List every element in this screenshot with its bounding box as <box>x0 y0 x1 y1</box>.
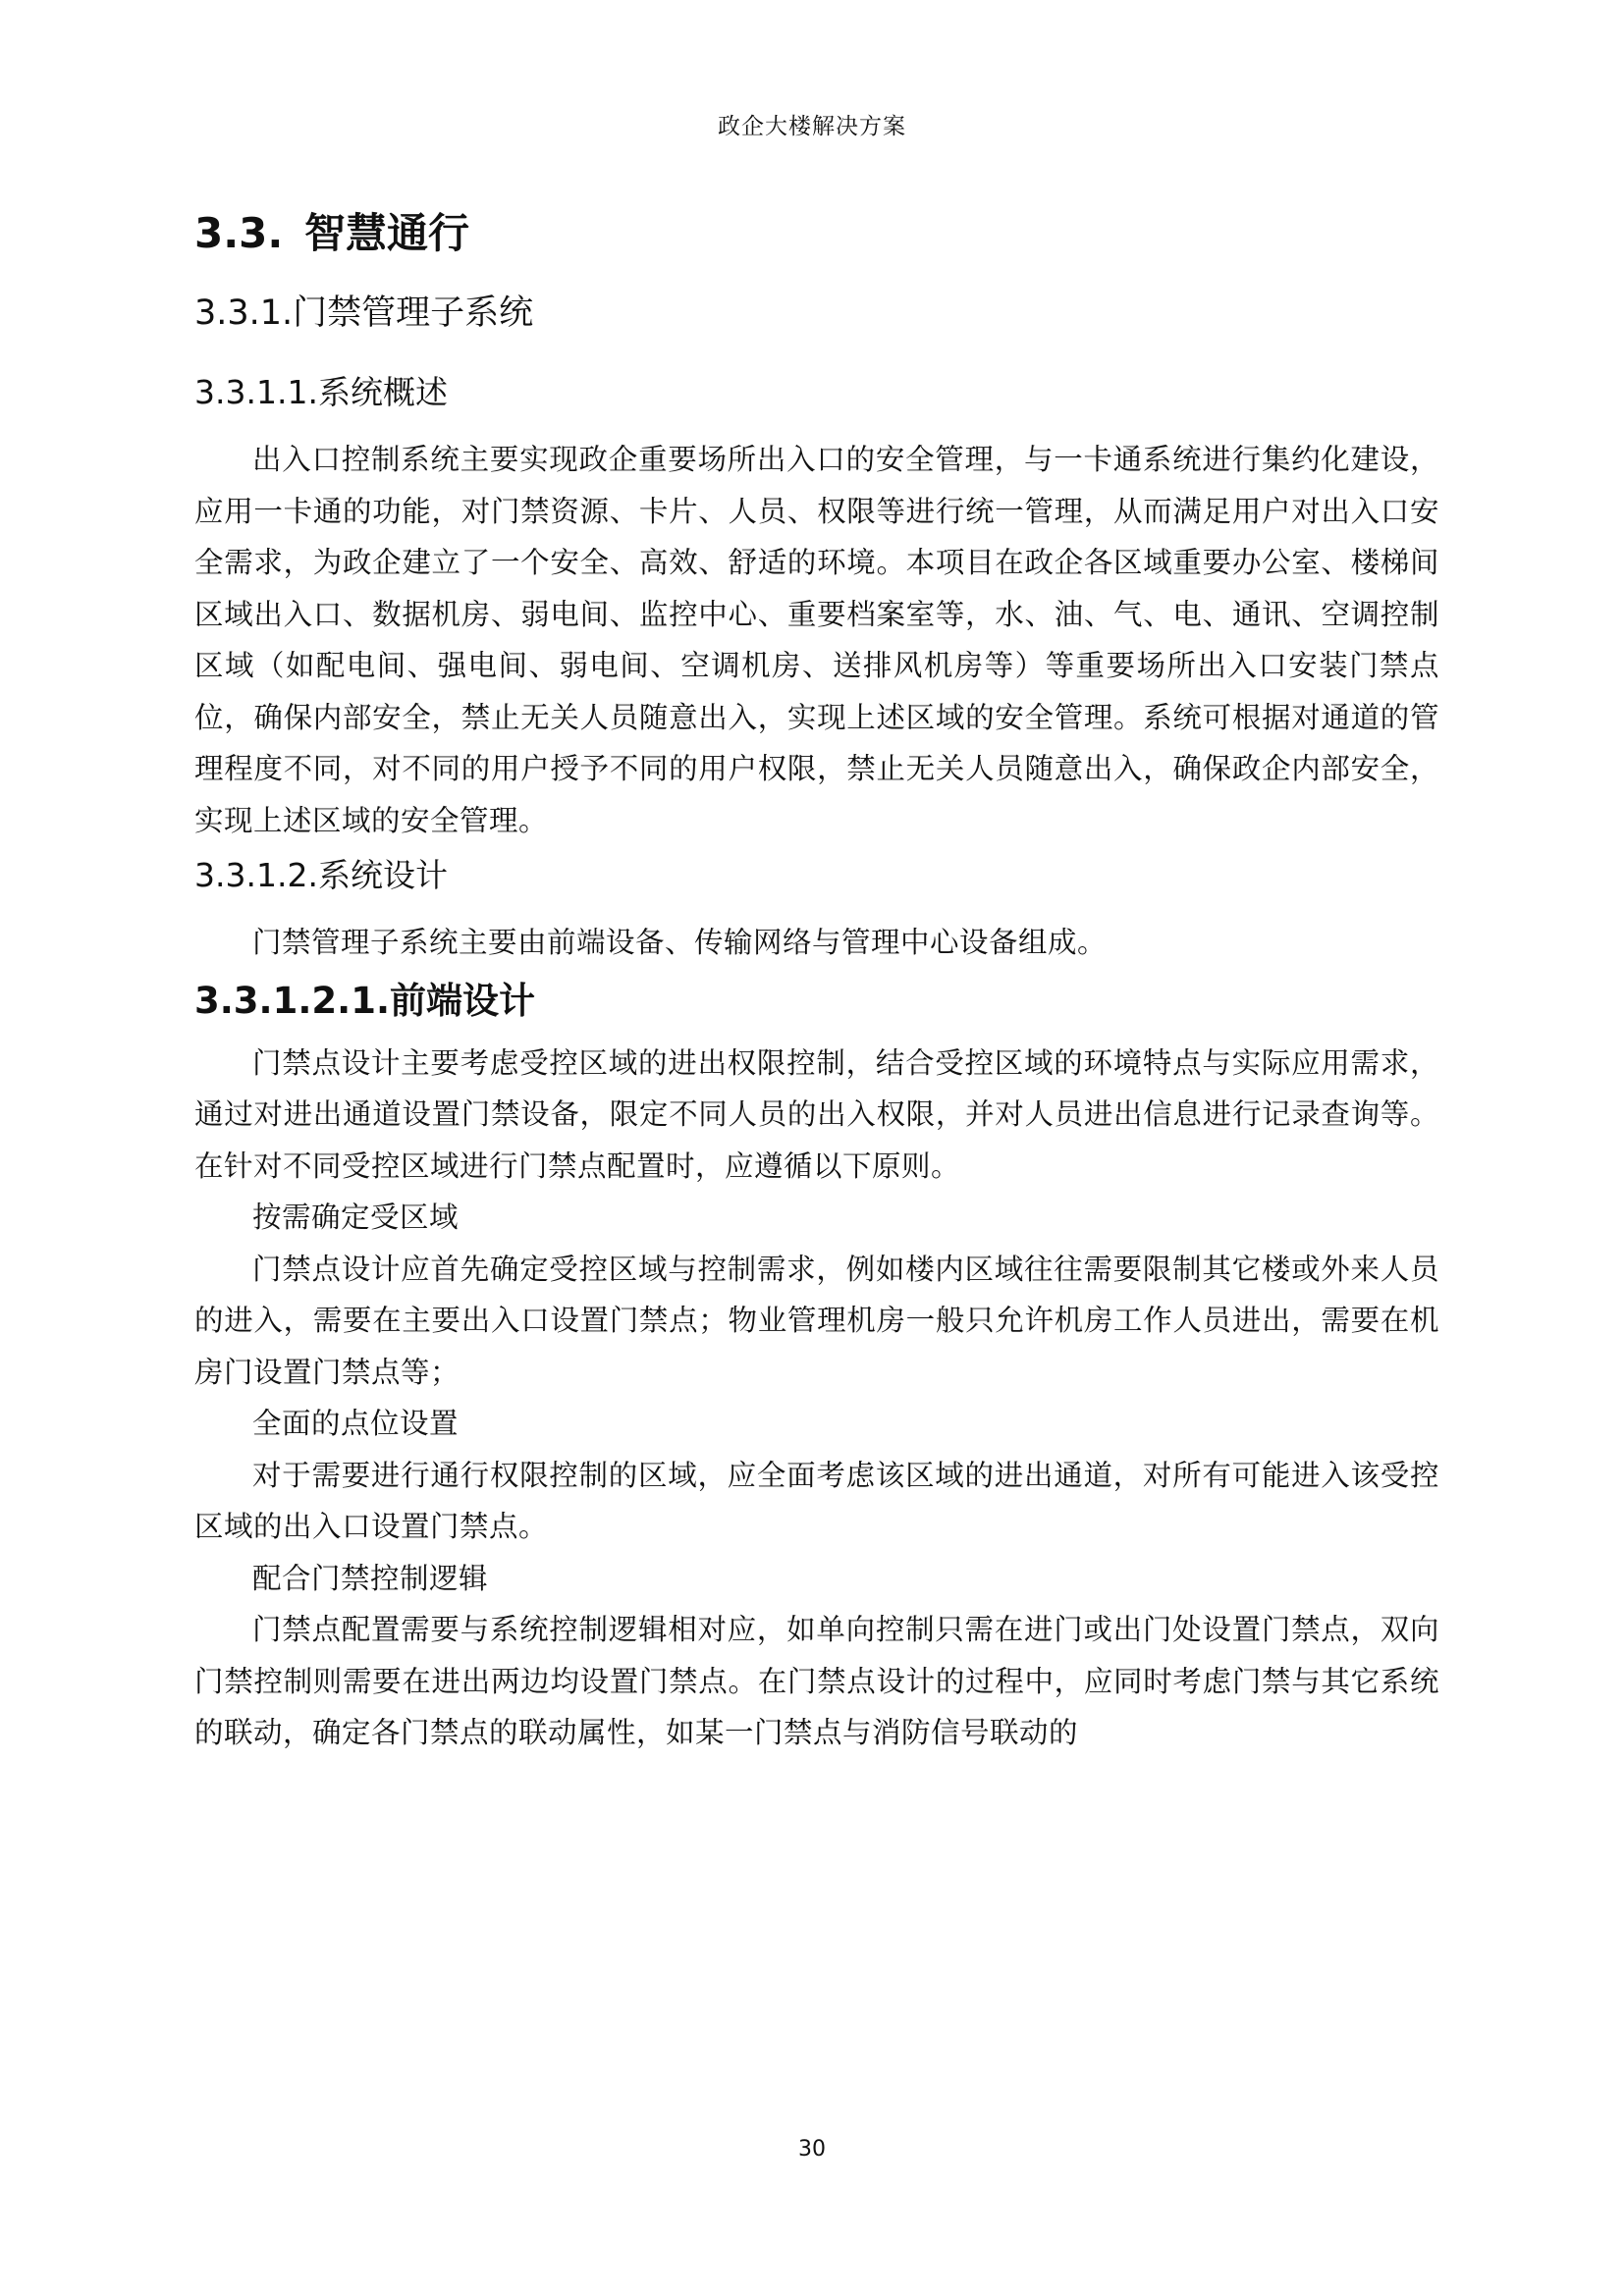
principle-2-title: 全面的点位设置 <box>252 1407 460 1440</box>
section-heading <box>194 206 1439 261</box>
overview-heading: 3.3.1.1.系统概述 <box>194 373 448 411</box>
section-title: 智慧通行 <box>304 209 470 257</box>
page-number: 30 <box>798 2137 826 2162</box>
principle-3-title: 配合门禁控制逻辑 <box>252 1561 489 1595</box>
page-header: 政企大楼解决方案 <box>718 114 906 139</box>
principle-1-text: 门禁点设计应首先确定受控区域与控制需求，例如楼内区域往往需要限制其它楼或外来人员的进入，需要在主要出入口设置门禁点；物业管理机房一般只允许机房工作人员进出，需要在机房门设置门禁点等； <box>194 1252 1439 1389</box>
section-number: 3.3. <box>194 209 284 257</box>
frontend-intro-paragraph: 门禁点设计主要考虑受控区域的进出权限控制，结合受控区域的环境特点与实际应用需求，通过对进出通道设置门禁设备，限定不同人员的出入权限，并对人员进出信息进行记录查询等。在针对不同受控区域进行门禁点配置时，应遵循以下原则。 <box>194 1045 1439 1183</box>
principle-1-title: 按需确定受区域 <box>252 1201 460 1234</box>
principle-3-text: 门禁点配置需要与系统控制逻辑相对应，如单向控制只需在进门或出门处设置门禁点，双向门禁控制则需要在进出两边均设置门禁点。在门禁点设计的过程中，应同时考虑门禁与其它系统的联动，确定各门禁点的联动属性，如某一门禁点与消防信号联动的 <box>194 1613 1439 1749</box>
subsection-heading: 3.3.1.门禁管理子系统 <box>194 294 534 333</box>
design-heading: 3.3.1.2.系统设计 <box>194 856 448 894</box>
document-body <box>194 206 1439 1759</box>
design-paragraph: 门禁管理子系统主要由前端设备、传输网络与管理中心设备组成。 <box>252 926 1108 959</box>
overview-paragraph: 出入口控制系统主要实现政企重要场所出入口的安全管理，与一卡通系统进行集约化建设，应用一卡通的功能，对门禁资源、卡片、人员、权限等进行统一管理，从而满足用户对出入口安全需求，为政企建立了一个安全、高效、舒适的环境。本项目在政企各区域重要办公室、楼梯间区域出入口、数据机房、弱电间、监控中心、重要档案室等，水、油、气、电、通讯、空调控制区域（如配电间、强电间、弱电间、空调机房、送排风机房等）等重要场所出入口安装门禁点位，确保内部安全，禁止无关人员随意出入，实现上述区域的安全管理。系统可根据对通道的管理程度不同，对不同的用户授予不同的用户权限，禁止无关人员随意出入，确保政企内部安全，实现上述区域的安全管理。 <box>194 443 1439 837</box>
principle-2-text: 对于需要进行通行权限控制的区域，应全面考虑该区域的进出通道，对所有可能进入该受控区域的出入口设置门禁点。 <box>194 1458 1439 1543</box>
frontend-heading: 3.3.1.2.1.前端设计 <box>194 979 536 1022</box>
